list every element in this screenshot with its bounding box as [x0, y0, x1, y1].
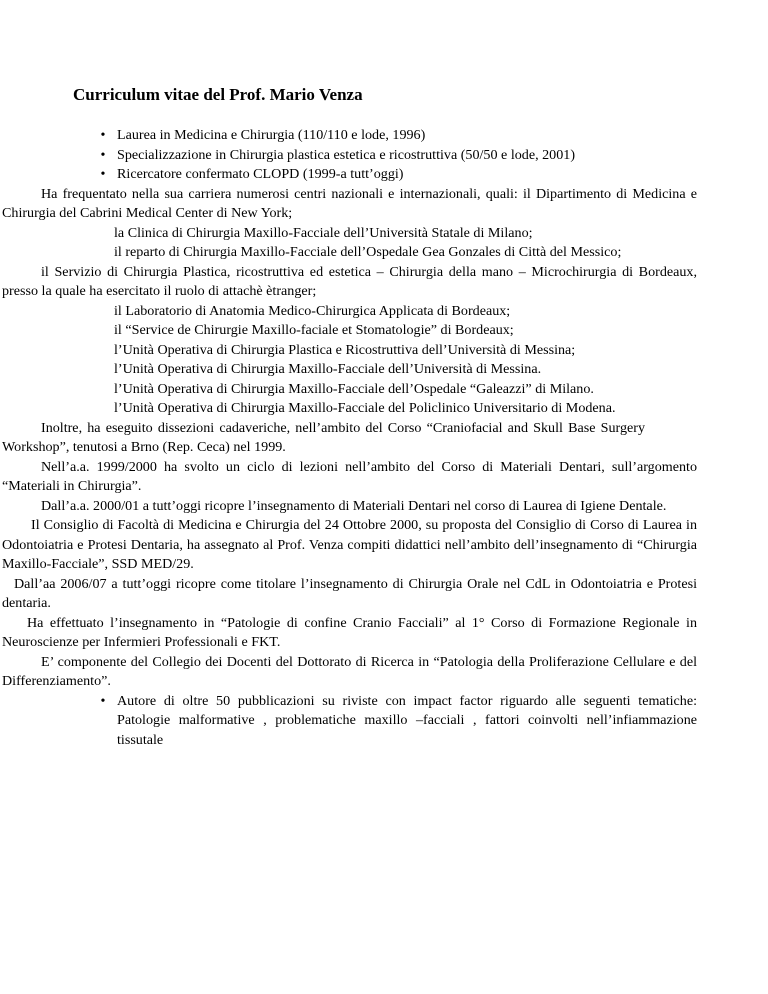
paragraph: Il Consiglio di Facoltà di Medicina e Chirurgia del 24 Ottobre 2000, su proposta del Consiglio di Corso di Laurea in Odontoiatria e Protesi Dentaria, ha assegnato al Prof. Venza compiti didattici nell’ambito dell’insegnamento di “Chirurgia Maxillo-Facciale”, SSD MED/29.: [2, 517, 697, 572]
paragraph: Ha effettuato l’insegnamento in “Patologie di confine Cranio Facciali” al 1° Corso di Formazione Regionale in Neuroscienze per Infermieri Professionali e FKT.: [2, 614, 697, 650]
paragraph: il reparto di Chirurgia Maxillo-Facciale dell’Ospedale Gea Gonzales di Città del Messico;: [114, 244, 622, 260]
list-item: [75, 146, 697, 166]
list-item: [75, 126, 697, 146]
list-item-text: Laurea in Medicina e Chirurgia (110/110 e lode, 1996): [117, 127, 426, 143]
paragraph: la Clinica di Chirurgia Maxillo-Facciale dell’Università Statale di Milano;: [114, 224, 533, 241]
cv-body: [2, 126, 697, 750]
paragraph: Ha frequentato nella sua carriera numerosi centri nazionali e internazionali, quali: il Dipartimento di Medicina e Chirurgia del Cabrini Medical Center di New York;: [2, 185, 697, 221]
paragraph: Dall’a.a. 2000/01 a tutt’oggi ricopre l’insegnamento di Materiali Dentari nel corso di Laurea di Igiene Dentale.: [41, 497, 667, 514]
list-item-text: Autore di oltre 50 pubblicazioni su riviste con impact factor riguardo alle seguenti tematiche: Patologie malformative , problematiche maxillo –facciali , fattori coinvolti nell’infiammazione tissutale: [117, 692, 697, 748]
bullet-icon: •: [100, 166, 106, 182]
paragraph: l’Unità Operativa di Chirurgia Maxillo-Facciale dell’Università di Messina.: [114, 361, 542, 377]
paragraph: il Laboratorio di Anatomia Medico-Chirurgica Applicata di Bordeaux;: [114, 302, 511, 319]
degrees-list: [75, 126, 697, 185]
list-item: [75, 692, 697, 751]
paragraph: Nell’a.a. 1999/2000 ha svolto un ciclo di lezioni nell’ambito del Corso di Materiali Dentari, sull’argomento “Materiali in Chirurgia”.: [2, 458, 697, 494]
paragraph-part: Workshop”, tenutosi a Brno (Rep. Ceca) nel 1999.: [2, 439, 286, 455]
bullet-icon: •: [100, 127, 106, 143]
paragraph: l’Unità Operativa di Chirurgia Maxillo-Facciale dell’Ospedale “Galeazzi” di Milano.: [114, 380, 594, 397]
list-item-text: Specializzazione in Chirurgia plastica estetica e ricostruttiva (50/50 e lode, 2001): [117, 146, 576, 163]
paragraph: il Servizio di Chirurgia Plastica, ricostruttiva ed estetica – Chirurgia della mano – Microchirurgia di Bordeaux, presso la quale ha esercitato il ruolo di attachè ètranger;: [2, 263, 697, 299]
paragraph-part: Inoltre, ha eseguito dissezioni cadaveriche, nell’ambito del Corso “Craniofacial and Skull Base Surgery: [41, 419, 645, 436]
bullet-icon: •: [100, 146, 106, 163]
page-title: Curriculum vitae del Prof. Mario Venza: [73, 85, 363, 104]
paragraph: E’ componente del Collegio dei Docenti del Dottorato di Ricerca in “Patologia della Proliferazione Cellulare e del Differenziamento”.: [2, 653, 697, 689]
paragraph: il “Service de Chirurgie Maxillo-faciale et Stomatologie” di Bordeaux;: [114, 322, 514, 338]
paragraph: l’Unità Operativa di Chirurgia Maxillo-Facciale del Policlinico Universitario di Modena.: [114, 400, 616, 416]
paragraph-dissezioni: [2, 419, 697, 458]
publications-list: [75, 692, 697, 751]
paragraph: Dall’aa 2006/07 a tutt’oggi ricopre come titolare l’insegnamento di Chirurgia Orale nel CdL in Odontoiatria e Protesi dentaria.: [2, 575, 697, 611]
bullet-icon: •: [100, 692, 106, 709]
paragraph: l’Unità Operativa di Chirurgia Plastica e Ricostruttiva dell’Università di Messina;: [114, 341, 576, 358]
list-item-text: Ricercatore confermato CLOPD (1999-a tutt’oggi): [117, 166, 404, 182]
list-item: [75, 165, 697, 185]
